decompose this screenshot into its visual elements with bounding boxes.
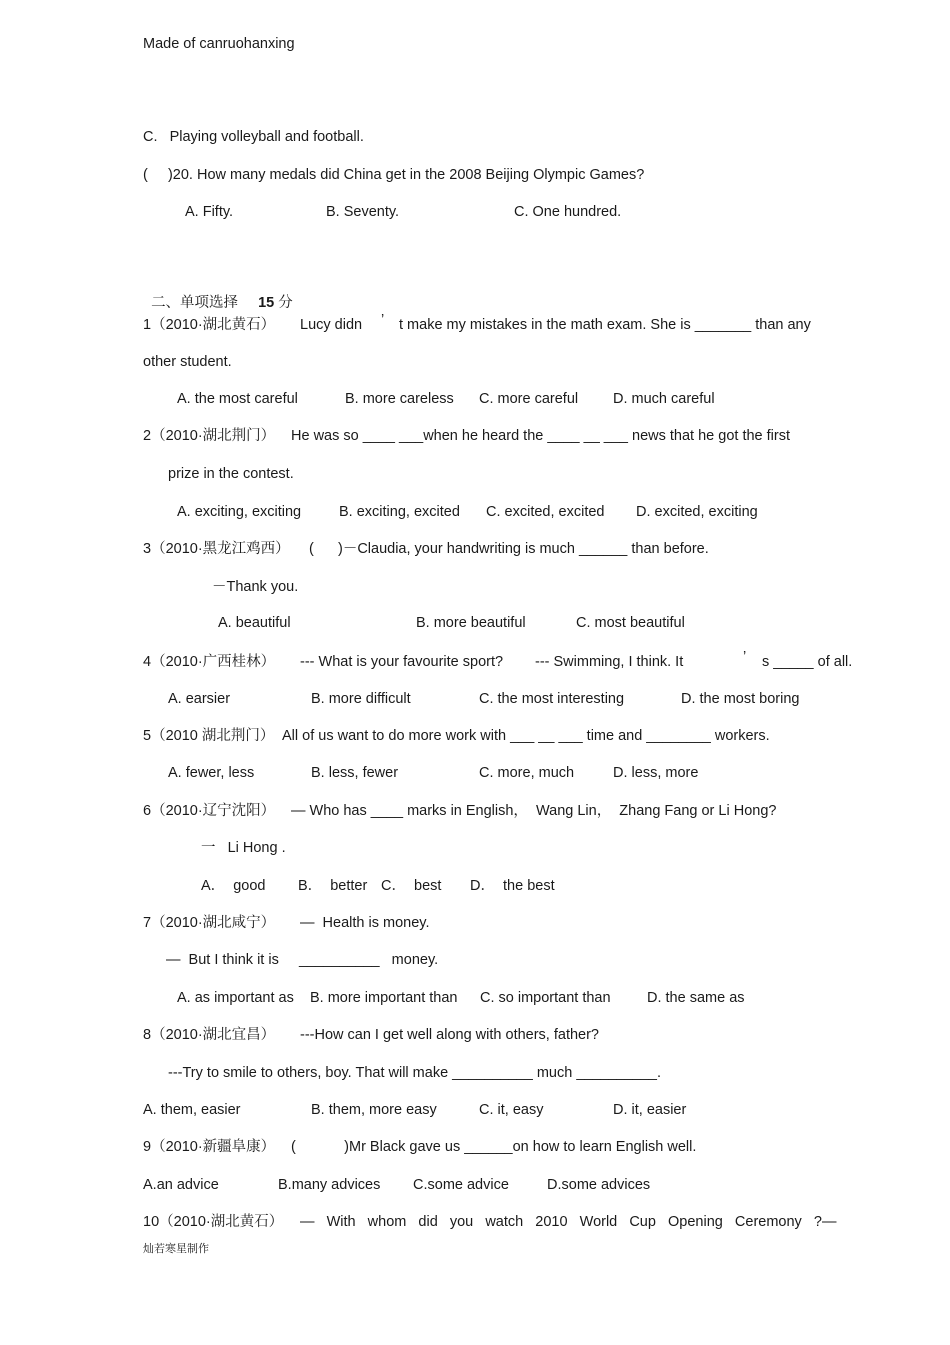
- q9-option-b: B.many advices: [278, 1177, 381, 1193]
- q5-stem: All of us want to do more work with ___ __ ___ time and ________ workers.: [282, 728, 770, 744]
- q2-option-d: D. excited, exciting: [636, 504, 758, 520]
- q8-option-d: D. it, easier: [613, 1102, 687, 1118]
- q5-option-a: A. fewer, less: [168, 765, 255, 781]
- q6-option-d: D． the best: [470, 878, 555, 894]
- q8-stem: ---How can I get well along with others, father?: [300, 1027, 599, 1043]
- q1-stem-part2: t make my mistakes in the math exam. She is _______ than any: [399, 317, 811, 333]
- q5-option-c: C. more, much: [479, 765, 575, 781]
- q3-option-c: C. most beautiful: [576, 615, 685, 631]
- q6-reply: 一 Li Hong .: [201, 840, 286, 856]
- q4-stem-part3: s _____ of all.: [762, 654, 853, 670]
- q1-option-d: D. much careful: [613, 391, 715, 407]
- q9-source: 9（2010·新疆阜康）: [143, 1139, 276, 1155]
- q8-option-c: C. it, easy: [479, 1102, 544, 1118]
- q5-source: 5（2010 湖北荆门）: [143, 728, 275, 744]
- q8-source: 8（2010·湖北宜昌）: [143, 1027, 276, 1043]
- q20-stem: ( )20. How many medals did China get in the 2008 Beijing Olympic Games?: [143, 167, 645, 183]
- q2-option-a: A. exciting, exciting: [177, 504, 302, 520]
- q7-option-d: D. the same as: [647, 990, 745, 1006]
- q20-option-c: C. One hundred.: [514, 204, 622, 220]
- q4-option-c: C. the most interesting: [479, 691, 625, 707]
- page-footer: 灿若寒星制作: [143, 1243, 209, 1255]
- q9-option-c: C.some advice: [413, 1177, 509, 1193]
- q7-option-a: A. as important as: [177, 990, 294, 1006]
- q1-option-a: A. the most careful: [177, 391, 298, 407]
- q8-option-a: A. them, easier: [143, 1102, 241, 1118]
- q4-source: 4（2010·广西桂林）: [143, 654, 276, 670]
- q2-option-c: C. excited, excited: [486, 504, 605, 520]
- q3-option-a: A. beautiful: [218, 615, 291, 631]
- section-score-unit: 分: [278, 295, 293, 311]
- q5-option-d: D. less, more: [613, 765, 699, 781]
- q6-option-c: C． best: [381, 878, 442, 894]
- q4-stem-part2: --- Swimming, I think. It: [535, 654, 684, 670]
- q20-option-b: B. Seventy.: [326, 204, 400, 220]
- q1-option-c: C. more careful: [479, 391, 579, 407]
- q7-reply: — But I think it is __________ money.: [166, 952, 439, 968]
- q2-option-b: B. exciting, excited: [339, 504, 460, 520]
- q10-stem: — With whom did you watch 2010 World Cup Opening Ceremony ?—: [300, 1214, 837, 1230]
- q3-option-b: B. more beautiful: [416, 615, 526, 631]
- q1-stem-continued: other student.: [143, 354, 232, 370]
- q4-option-a: A. earsier: [168, 691, 231, 707]
- q8-option-b: B. them, more easy: [311, 1102, 437, 1118]
- q1-apostrophe: ’: [381, 312, 385, 328]
- page-header: Made of canruohanxing: [143, 36, 295, 52]
- q19-option-c: C. Playing volleyball and football.: [143, 129, 364, 145]
- q9-stem: ( )Mr Black gave us ______on how to learn English well.: [291, 1139, 697, 1155]
- q7-stem: — Health is money.: [300, 915, 430, 931]
- q1-stem-part1: Lucy didn: [300, 317, 363, 333]
- q2-stem-continued: prize in the contest.: [168, 466, 294, 482]
- q4-apostrophe: ’: [743, 649, 747, 665]
- q2-source: 2（2010·湖北荆门）: [143, 428, 276, 444]
- q8-reply: ---Try to smile to others, boy. That will make __________ much __________.: [168, 1065, 661, 1081]
- section-score: 15: [258, 295, 275, 311]
- q7-option-c: C. so important than: [480, 990, 611, 1006]
- q4-stem-part1: --- What is your favourite sport?: [300, 654, 504, 670]
- q3-source: 3（2010·黑龙江鸡西）: [143, 541, 290, 557]
- q3-reply: －Thank you.: [212, 579, 299, 595]
- q4-option-d: D. the most boring: [681, 691, 800, 707]
- q9-option-d: D.some advices: [547, 1177, 651, 1193]
- q4-option-b: B. more difficult: [311, 691, 411, 707]
- q6-option-b: B． better: [298, 878, 368, 894]
- q5-option-b: B. less, fewer: [311, 765, 399, 781]
- q9-option-a: A.an advice: [143, 1177, 219, 1193]
- section-title-text: 二、单项选择: [151, 295, 239, 311]
- section-title: [143, 276, 293, 312]
- q7-option-b: B. more important than: [310, 990, 458, 1006]
- q6-option-a: A． good: [201, 878, 266, 894]
- q2-stem: He was so ____ ___when he heard the ____ __ ___ news that he got the first: [291, 428, 790, 444]
- q7-source: 7（2010·湖北咸宁）: [143, 915, 276, 931]
- q1-option-b: B. more careless: [345, 391, 454, 407]
- q3-stem: ( )－Claudia, your handwriting is much ______ than before.: [309, 541, 709, 557]
- q1-source: 1（2010·湖北黄石）: [143, 317, 276, 333]
- q10-source: 10（2010·湖北黄石）: [143, 1214, 284, 1230]
- q6-source: 6（2010·辽宁沈阳）: [143, 803, 276, 819]
- q20-option-a: A. Fifty.: [185, 204, 234, 220]
- q6-stem: — Who has ____ marks in English， Wang Lin， Zhang Fang or Li Hong?: [291, 803, 777, 819]
